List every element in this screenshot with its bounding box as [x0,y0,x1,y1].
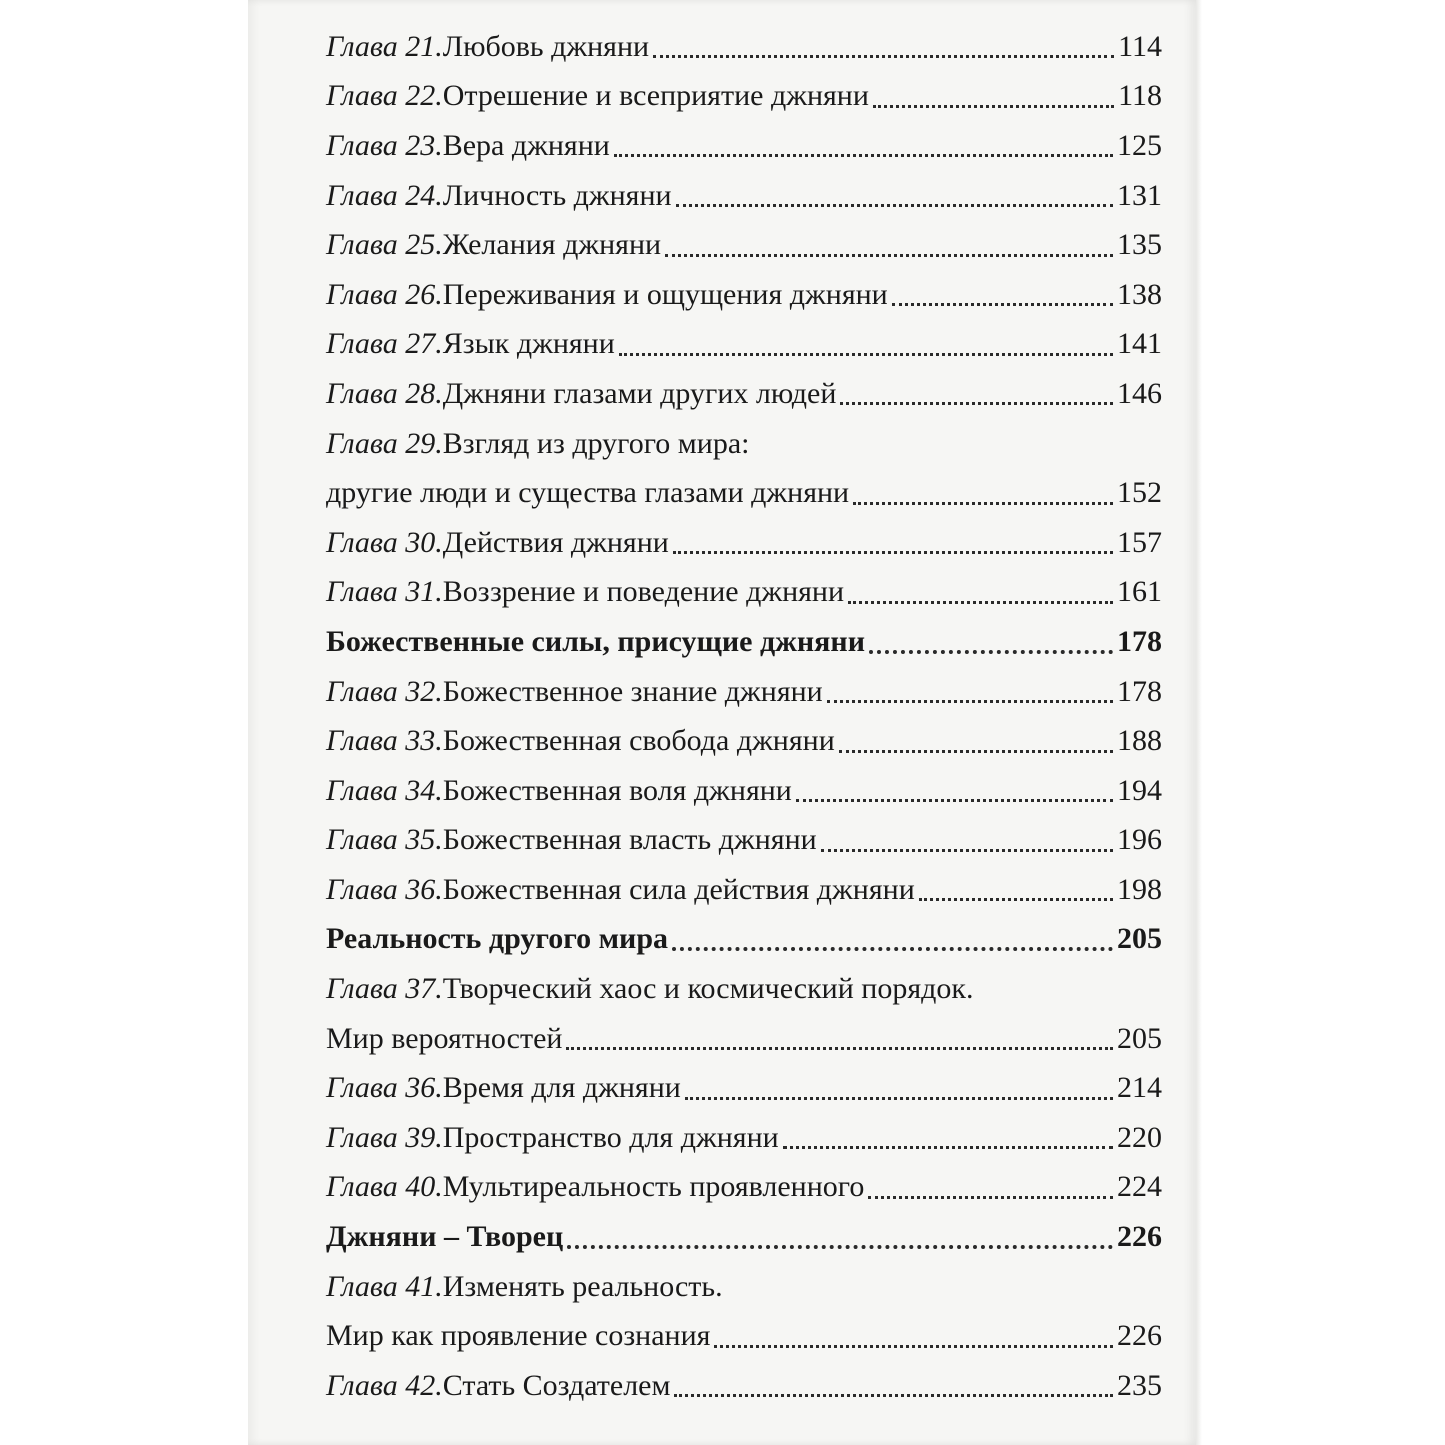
dot-leader [614,142,1113,157]
chapter-number: Глава 37. [326,972,443,1006]
section-title: Реальность другого мира [326,922,669,956]
toc-chapter-row [326,1063,1162,1113]
page-edge [1196,0,1202,1445]
chapter-number: Глава 23. [326,128,443,162]
dot-leader [919,886,1113,901]
page-number: 235 [1117,1368,1162,1402]
chapter-number: Глава 39. [326,1120,443,1154]
toc-chapter-row [326,568,1162,618]
toc-chapter-row [326,419,1162,469]
toc-chapter-row [326,816,1162,866]
chapter-title: Воззрение и поведение джняни [442,575,845,609]
chapter-title: Язык джняни [442,327,615,361]
chapter-title: Божественная власть джняни [442,823,817,857]
toc-chapter-row [326,1014,1162,1064]
toc-chapter-row [326,1262,1162,1312]
chapter-title: Стать Создателем [442,1368,671,1402]
chapter-number: Глава 33. [326,724,443,758]
page-number: 194 [1117,773,1162,807]
toc-chapter-row [326,1311,1162,1361]
toc-chapter-row [326,1113,1162,1163]
dot-leader [665,242,1113,257]
chapter-number: Глава 25. [326,228,443,262]
dot-leader [685,1085,1113,1100]
toc-chapter-row [326,1163,1162,1213]
toc-chapter-row [326,369,1162,419]
dot-leader [714,1333,1113,1348]
dot-leader [869,638,1113,654]
page-number: 188 [1117,724,1162,758]
chapter-title: Изменять реальность. [442,1269,723,1303]
dot-leader [783,1134,1113,1149]
toc-chapter-row [326,766,1162,816]
page-number: 141 [1117,327,1162,361]
dot-leader [821,837,1113,852]
toc-chapter-row [326,468,1162,518]
chapter-title: Мир как проявление сознания [326,1319,711,1353]
chapter-title: Переживания и ощущения джняни [442,277,888,311]
dot-leader [673,539,1113,554]
dot-leader [868,1184,1113,1199]
chapter-title: Мир вероятностей [326,1021,563,1055]
dot-leader [892,291,1113,306]
page-number: 157 [1117,525,1162,559]
dot-leader [653,43,1114,58]
page-number: 205 [1117,1021,1162,1055]
page-number: 161 [1117,575,1162,609]
page-number: 146 [1117,376,1162,410]
toc-chapter-row [326,320,1162,370]
chapter-number: Глава 27. [326,327,443,361]
dot-leader [796,787,1113,802]
toc-section-row [326,1212,1162,1262]
dot-leader [839,738,1113,753]
chapter-number: Глава 36. [326,1071,443,1105]
chapter-number: Глава 32. [326,674,443,708]
page-number: 131 [1117,178,1162,212]
chapter-title: Пространство для джняни [442,1120,779,1154]
dot-leader [676,192,1113,207]
toc-chapter-row [326,270,1162,320]
page-number: 125 [1117,128,1162,162]
toc-chapter-row [326,518,1162,568]
chapter-number: Глава 29. [326,426,443,460]
dot-leader [827,688,1113,703]
toc-chapter-row [326,121,1162,171]
dot-leader [853,490,1113,505]
dot-leader [672,935,1113,951]
toc-chapter-row [326,716,1162,766]
chapter-number: Глава 35. [326,823,443,857]
page-number: 138 [1117,277,1162,311]
chapter-title: Желания джняни [442,228,662,262]
chapter-number: Глава 41. [326,1269,443,1303]
page-number: 118 [1118,79,1162,113]
chapter-number: Глава 26. [326,277,443,311]
chapter-number: Глава 24. [326,178,443,212]
dot-leader [567,1233,1113,1249]
page-number: 114 [1118,29,1162,63]
page-number: 152 [1117,476,1162,510]
chapter-number: Глава 42. [326,1368,443,1402]
page-number: 135 [1117,228,1162,262]
chapter-number: Глава 28. [326,376,443,410]
page-number: 196 [1117,823,1162,857]
toc-section-row [326,617,1162,667]
chapter-title: Божественная свобода джняни [442,724,835,758]
chapter-title: другие люди и существа глазами джняни [326,476,850,510]
chapter-number: Глава 22. [326,79,443,113]
chapter-title: Время для джняни [442,1071,681,1105]
chapter-title: Действия джняни [442,525,669,559]
chapter-title: Вера джняни [442,128,610,162]
dot-leader [619,341,1113,356]
chapter-title: Божественное знание джняни [442,674,823,708]
chapter-number: Глава 30. [326,525,443,559]
chapter-title: Мультиреальность проявленного [442,1170,865,1204]
page-number: 224 [1117,1170,1162,1204]
table-of-contents [326,22,1162,1411]
page-number: 178 [1117,624,1162,658]
section-title: Божественные силы, присущие джняни [326,624,865,658]
chapter-title: Божественная сила действия джняни [442,872,915,906]
chapter-number: Глава 31. [326,575,443,609]
section-title: Джняни – Творец [326,1220,564,1254]
page-number: 205 [1117,922,1162,956]
chapter-title: Взгляд из другого мира: [442,426,750,460]
chapter-title: Божественная воля джняни [442,773,792,807]
toc-chapter-row [326,72,1162,122]
toc-chapter-row [326,865,1162,915]
dot-leader [566,1035,1113,1050]
page-number: 178 [1117,674,1162,708]
chapter-title: Джняни глазами других людей [442,376,837,410]
toc-section-row [326,915,1162,965]
dot-leader [840,390,1113,405]
page-number: 214 [1117,1071,1162,1105]
page-number: 198 [1117,872,1162,906]
page-number: 220 [1117,1120,1162,1154]
chapter-title: Отрешение и всеприятие джняни [442,79,869,113]
toc-chapter-row [326,220,1162,270]
chapter-title: Творческий хаос и космический порядок. [442,972,974,1006]
dot-leader [873,93,1114,108]
dot-leader [848,589,1113,604]
page-number: 226 [1117,1220,1162,1254]
chapter-number: Глава 36. [326,872,443,906]
chapter-title: Личность джняни [442,178,672,212]
toc-chapter-row [326,667,1162,717]
dot-leader [674,1382,1113,1397]
chapter-number: Глава 40. [326,1170,443,1204]
chapter-number: Глава 34. [326,773,443,807]
chapter-title: Любовь джняни [442,29,650,63]
page-number: 226 [1117,1319,1162,1353]
toc-chapter-row [326,171,1162,221]
toc-chapter-row [326,1361,1162,1411]
toc-chapter-row [326,22,1162,72]
chapter-number: Глава 21. [326,29,443,63]
toc-chapter-row [326,964,1162,1014]
